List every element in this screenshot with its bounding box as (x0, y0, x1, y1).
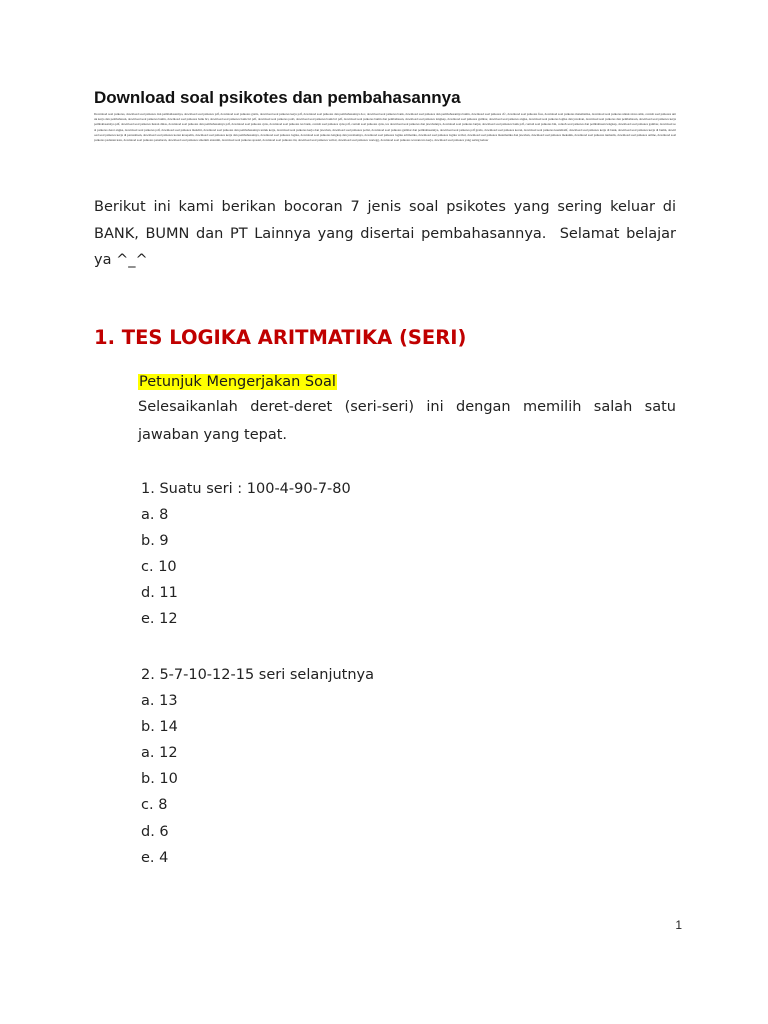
question-1 (141, 476, 661, 633)
question-2-option: e. 4 (141, 849, 169, 866)
instructions-heading-text: Petunjuk Mengerjakan Soal (139, 374, 336, 390)
document-title: Download soal psikotes dan pembahasannya (94, 88, 461, 107)
question-2-option: a. 13 (141, 693, 178, 710)
seo-keyword-paragraph: Download soal psikotes, download soal psikotes dan pembahasannya, download soal psikotes pdf, download soal psikotes gratis, download soal psikotes kerja pdf, download soal psikotes dan pembahasannya doc, download soal psikotes bank, download soal psikotes dan pembahasannya bumn, download soal psikotes cfc, download soal psikotes free, download soal psikotes matematika, download soal psikotes untuk siswa smk, contoh soal psikotes untuk kerja dan pembahasan, download soal psikotes bumn, download soal psikotes bank bri, download soal psikotes bank bri pdf, download soal psikotes polri, download soal psikotes bank bri pdf, download soal psikotes bumn dan pembahasan, download soal psikotes lengkap, download soal psikotes gambar, download soal psikotes angka, download soal psikotes logika dan jawaban, download soal psikotes dan pembahasan, download soal psikotes kerja pembahasannya pdf, download soal psikotes ikatan dinas, download soal psikotes dan pembahasannya pdf, download soal psikotes cpns, download soal psikotes tes bank, contoh soal psikotes cpns pdf, contoh soal psikotes cpns, tes download soal psikotes dan jawabannya, download soal psikotes lanjut, download soal psikotes bank pdf, contoh soal psikotes bni, contoh soal psikotes dan pembahasan lengkap, download soal psikotes gambar, download soal psikotes deret angka, download soal psikotes pdf, download soal psikotes mandiri, download soal psikotes dan pembahasannya untuk kerja, download soal psikotes kerja dan jawaban, download soal psikotes polisi, download soal psikotes gambar dan pembahasannya, download soal psikotes pdf gratis, download soal psikotes koran, download soal psikotes kuantitatif, download soal psikotes kerja di bank, download soal psikotes kerja di bumn, download soal psikotes kerja di perusahaan, download soal psikotes koran kraepelin, download soal psikotes kerja dan pembahasannya, download soal psikotes logika, download soal psikotes lengkap dan jawabannya, download soal psikotes logika aritmatika, download soal psikotes logika verbal, download soal psikotes matematika dan jawaban, download soal psikotes mekanik, download soal psikotes numerik, download soal psikotes online, download soal psikotes padanan kata, download soal psikotes penalaran, download soal psikotes sinonim antonim, download soal psikotes spasial, download soal psikotes tni, download soal psikotes verbal, download soal psikotes wartegg, download soal psikotes wawancara kerja, download soal psikotes yang sering keluar (94, 112, 676, 143)
question-1-option: d. 11 (141, 585, 178, 602)
question-2-option: b. 10 (141, 771, 178, 788)
page-number: 1 (675, 918, 682, 932)
question-2-option: c. 8 (141, 797, 168, 814)
question-2-option: a. 12 (141, 745, 178, 762)
instructions-body: Selesaikanlah deret-deret (seri-seri) ini dengan memilih salah satu jawaban yang tepat. (138, 399, 676, 443)
question-2-text: 2. 5-7-10-12-15 seri selanjutnya (141, 667, 374, 683)
question-1-text: 1. Suatu seri : 100-4-90-7-80 (141, 481, 351, 497)
intro-paragraph (94, 194, 681, 274)
question-2 (141, 662, 661, 871)
instructions-heading (138, 370, 337, 394)
question-1-option: b. 9 (141, 533, 169, 550)
question-2-option: d. 6 (141, 823, 169, 840)
question-2-option: b. 14 (141, 719, 178, 736)
section-heading: 1. TES LOGIKA ARITMATIKA (SERI) (94, 326, 467, 349)
question-1-option: e. 12 (141, 611, 178, 628)
question-1-option: a. 8 (141, 507, 169, 524)
question-1-option: c. 10 (141, 559, 177, 576)
intro-text: Berikut ini kami berikan bocoran 7 jenis soal psikotes yang sering keluar di BANK, BUMN dan PT Lainnya yang disertai pembahasannya. Selamat belajar ya ^_^ (94, 199, 681, 268)
